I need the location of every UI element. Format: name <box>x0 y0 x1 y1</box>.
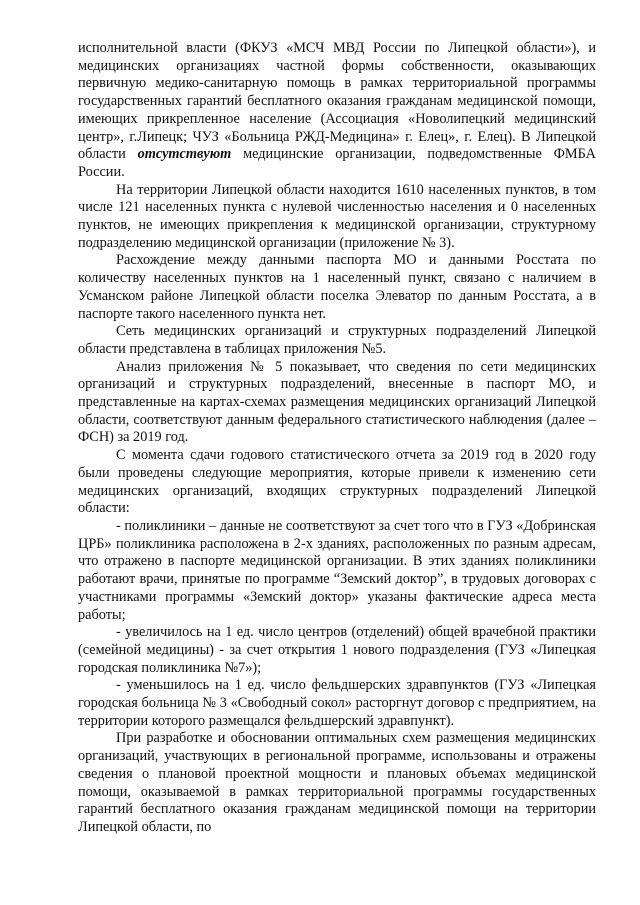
list-item-feldsher-points: - уменьшилось на 1 ед. число фельдшерских здравпунктов (ГУЗ «Липецкая городская больница № 3 «Свободный сокол» расторгнут договор с предприятием, на территории которого размещался фельдшерский здравпункт). <box>78 677 596 729</box>
paragraph-5: Анализ приложения № 5 показывает, что сведения по сети медицинских организаций и структурных подразделений, внесенные в паспорт МО, и представленные на картах-схемах размещения медицинских организаций Липецкой области, соответствуют данным федерального статистического наблюдения (далее – ФСН) за 2019 год. <box>78 358 596 446</box>
paragraph-10: При разработке и обосновании оптимальных схем размещения медицинских организаций, участвующих в региональной программе, использованы и отражены сведения о плановой проектной мощности и плановых объемах медицинской помощи, оказываемой в рамках территориальной программы государственных гарантий бесплатного оказания гражданам медицинской помощи на территории Липецкой области, по <box>78 730 596 835</box>
paragraph-6: С момента сдачи годового статистического отчета за 2019 год в 2020 году были проведены следующие мероприятия, которые привели к изменению сети медицинских организаций, входящих структурных подразделений Липецкой области: <box>78 447 596 517</box>
paragraph-4: Сеть медицинских организаций и структурных подразделений Липецкой области представлена в таблицах приложения №5. <box>78 323 596 357</box>
paragraph-1-text-start: исполнительной власти (ФКУЗ «МСЧ МВД России по Липецкой области»), и медицинских организациях частной формы собственности, оказывающих первичную медико-санитарную помощь в рамках территориальной программы государственных гарантий бесплатного оказания гражданам медицинской помощи, имеющих прикрепленное население (Ассоциация «Новолипецкий медицинский центр», г.Липецк; ЧУЗ «Больница РЖД-Медицина» г. Елец», г. Елец). В Липецкой области <box>78 40 596 163</box>
list-item-gp-centers: - увеличилось на 1 ед. число центров (отделений) общей врачебной практики (семейной медицины) - за счет открытия 1 нового подразделения (ГУЗ «Липецкая городская поликлиника №7»); <box>78 624 596 676</box>
paragraph-2: На территории Липецкой области находится 1610 населенных пунктов, в том числе 121 населенных пункта с нулевой численностью населения и 0 населенных пунктов, не имеющих прикрепления к медицинской организации, структурному подразделению медицинской организации (приложение № 3). <box>78 181 596 251</box>
paragraph-1 <box>78 40 596 182</box>
document-page <box>78 40 596 837</box>
paragraph-1-text-end: медицинские организации, подведомственные ФМБА России. <box>78 146 596 180</box>
paragraph-1-emphasis: отсутствуют <box>137 146 232 163</box>
paragraph-3: Расхождение между данными паспорта МО и данными Росстата по количеству населенных пунктов на 1 населенный пункт, связано с наличием в Усманском районе Липецкой области поселка Элеватор по данным Росстата, а в паспорте такого населенного пункта нет. <box>78 252 596 322</box>
list-item-polyclinics: - поликлиники – данные не соответствуют за счет того что в ГУЗ «Добринская ЦРБ» поликлиника расположена в 2-х зданиях, расположенных по разным адресам, что отражено в паспорте медицинской организации. В этих зданиях поликлиники работают врачи, принятые по программе “Земский доктор”, в трудовых договорах с участниками программы «Земский доктор» указаны фактические адреса места работы; <box>78 517 596 623</box>
